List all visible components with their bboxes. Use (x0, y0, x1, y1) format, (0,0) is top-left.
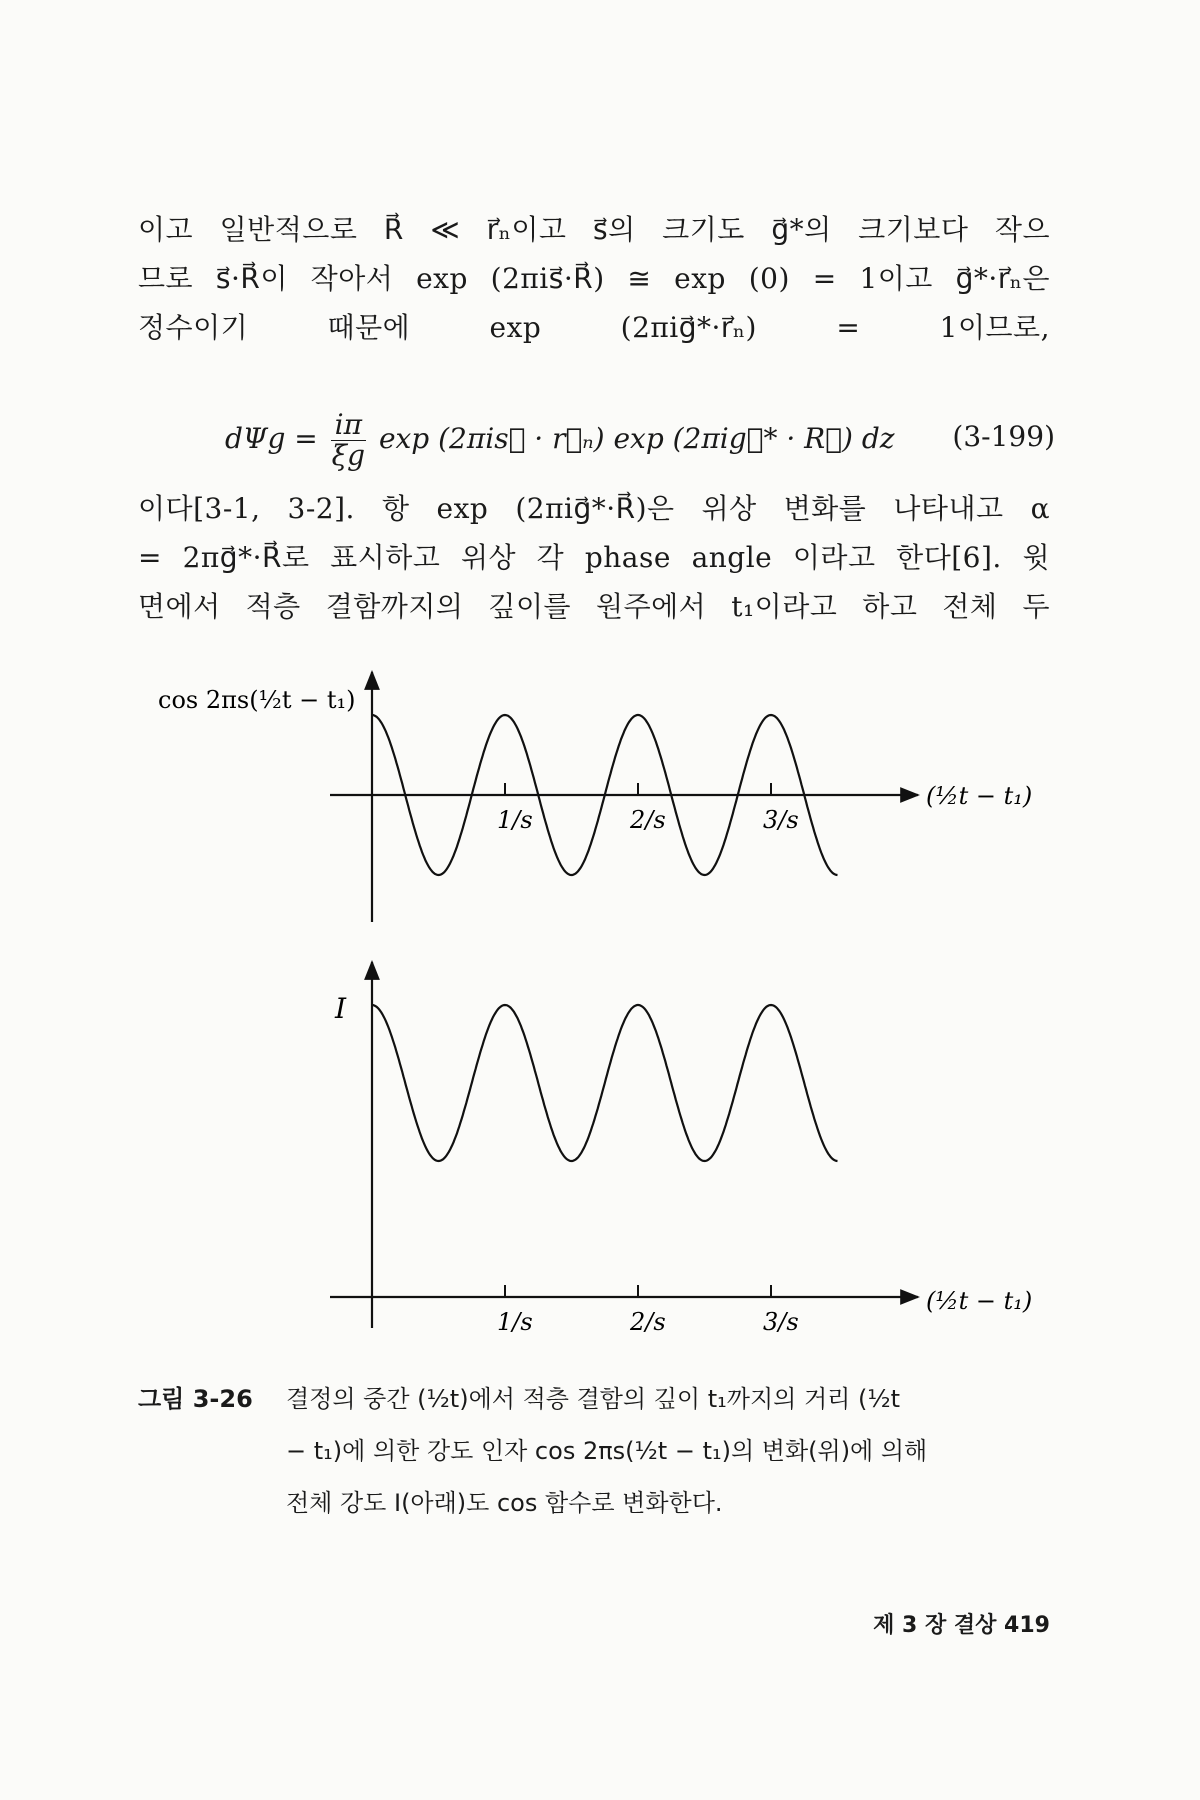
figure-caption (138, 1373, 1058, 1543)
equation-lhs: dΨg = (225, 422, 318, 455)
x-tick-label: 1/s (497, 806, 533, 834)
text-line: 면에서 적층 결함까지의 깊이를 원주에서 t₁이라고 하고 전체 두 (138, 590, 1050, 623)
bottom-chart (330, 962, 1032, 1336)
caption-text (286, 1373, 1056, 1529)
x-tick-label: 2/s (630, 1308, 666, 1336)
caption-line: 전체 강도 I(아래)도 cos 함수로 변화한다. (286, 1489, 723, 1517)
x-tick-label: 3/s (763, 1308, 799, 1336)
text-line: 정수이기 때문에 exp (2πig⃗*·r⃗ₙ) = 1이므로, (138, 311, 1050, 344)
caption-label: 그림 3-26 (138, 1385, 253, 1413)
x-tick-label: 2/s (630, 806, 666, 834)
equation-rhs: exp (2πis⃗ · r⃗ₙ) exp (2πig⃗* · R⃗) dz (378, 422, 895, 455)
fraction-numerator: iπ (331, 410, 366, 441)
top-y-label: cos 2πs(½t − t₁) (158, 686, 356, 714)
bottom-ticks (497, 1285, 799, 1336)
top-chart (158, 672, 1032, 922)
text-line: 므로 s⃗·R⃗이 작아서 exp (2πis⃗·R⃗) ≅ exp (0) = 1이고 g⃗*·r⃗ₙ은 (138, 262, 1050, 295)
caption-line: − t₁)에 의한 강도 인자 cos 2πs(½t − t₁)의 변화(위)에 의해 (286, 1437, 928, 1465)
bottom-y-label: I (335, 992, 347, 1025)
bottom-x-label: (½t − t₁) (926, 1287, 1033, 1315)
text-line: 이고 일반적으로 R⃗ ≪ r⃗ₙ이고 s⃗의 크기도 g⃗*의 크기보다 작으 (138, 213, 1050, 246)
x-tick-label: 1/s (497, 1308, 533, 1336)
page-footer: 제 3 장 결상 419 (873, 1613, 1050, 1638)
top-x-label: (½t − t₁) (926, 782, 1033, 810)
equation-number: (3-199) (952, 420, 1055, 453)
x-tick-label: 3/s (763, 806, 799, 834)
fraction-denominator: ξg (331, 439, 366, 472)
caption-line: 결정의 중간 (½t)에서 적층 결함의 깊이 t₁까지의 거리 (½t (286, 1385, 900, 1413)
bottom-intensity-curve (372, 1005, 838, 1161)
text-line: 이다[3-1, 3-2]. 항 exp (2πig⃗*·R⃗)은 위상 변화를 나타내고 α (138, 492, 1050, 525)
text-line: = 2πg⃗*·R⃗로 표시하고 위상 각 phase angle 이라고 한다[6]. 윗 (138, 541, 1050, 574)
